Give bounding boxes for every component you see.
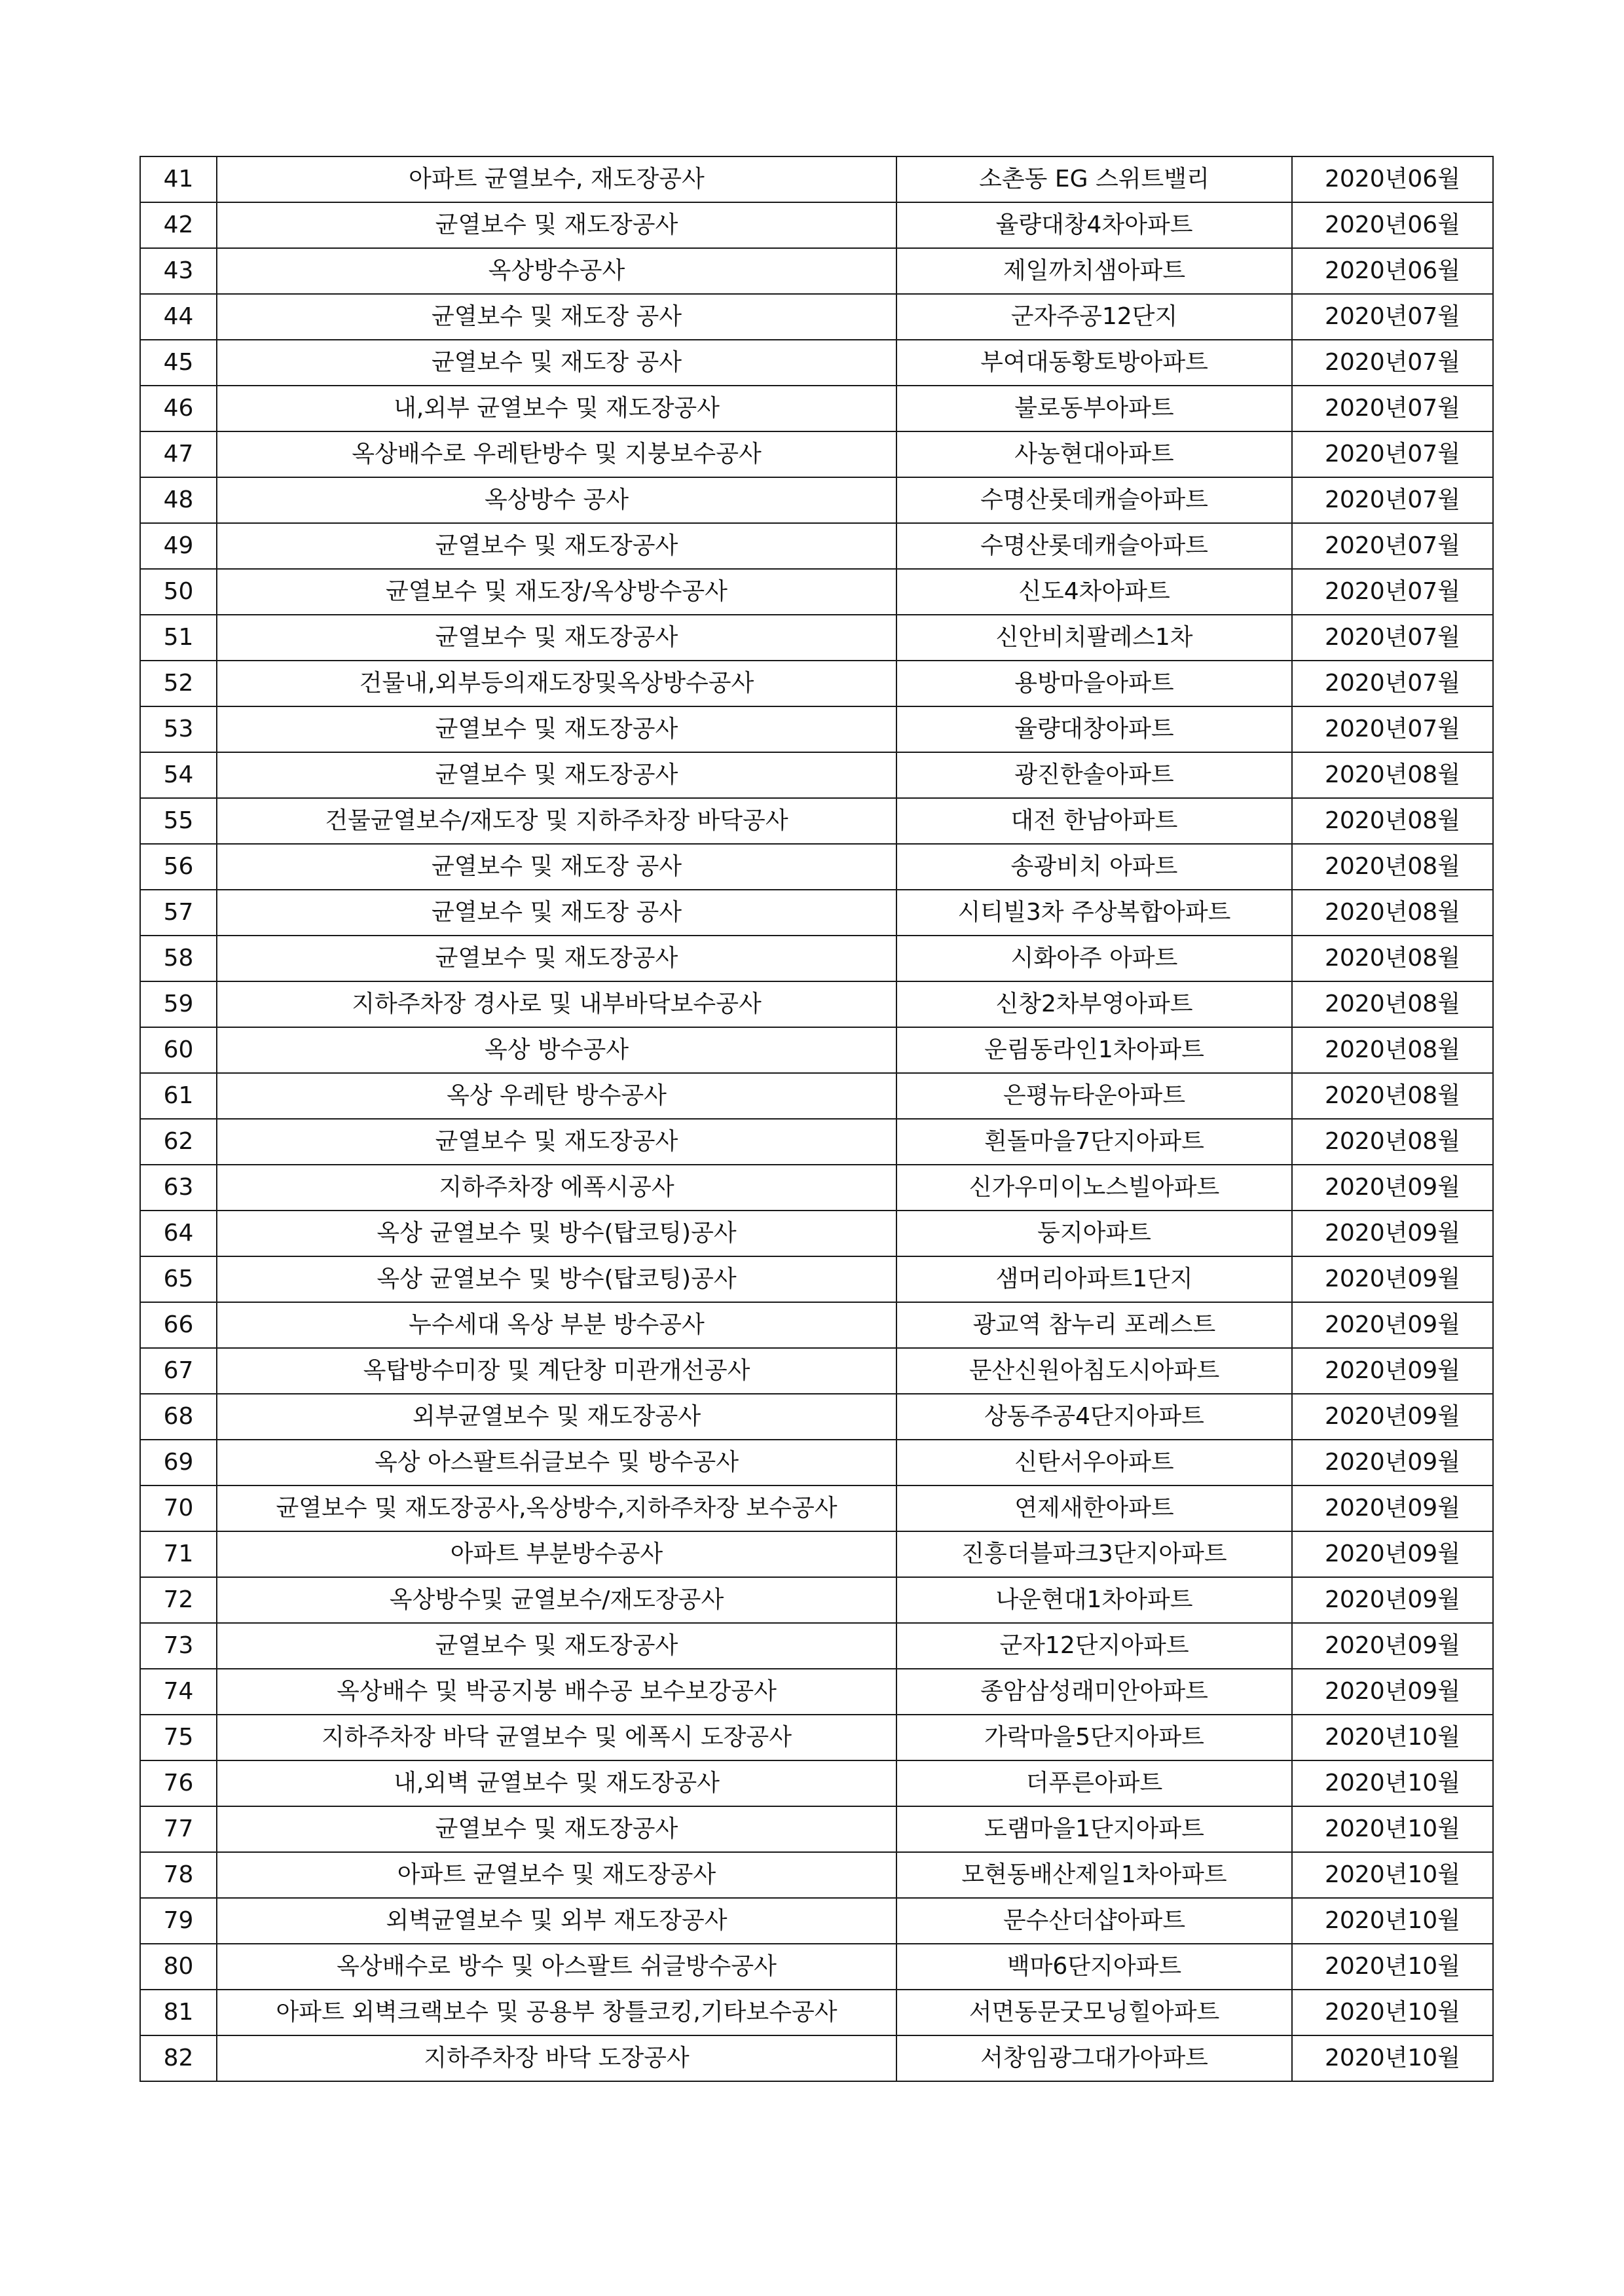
work-description-cell: 균열보수 및 재도장공사: [217, 706, 896, 752]
table-row: [140, 936, 1493, 981]
site-name-cell: 소촌동 EG 스위트밸리: [896, 156, 1292, 202]
work-description-cell: 아파트 부분방수공사: [217, 1531, 896, 1577]
row-number-cell: 57: [140, 890, 217, 936]
site-name-cell: 불로동부아파트: [896, 386, 1292, 431]
row-number-cell: 42: [140, 202, 217, 248]
site-name-cell: 도램마을1단지아파트: [896, 1806, 1292, 1852]
table-row: [140, 1256, 1493, 1302]
work-description-cell: 건물내,외부등의재도장및옥상방수공사: [217, 661, 896, 706]
site-name-cell: 진흥더블파크3단지아파트: [896, 1531, 1292, 1577]
site-name-cell: 송광비치 아파트: [896, 844, 1292, 890]
site-name-cell: 운림동라인1차아파트: [896, 1027, 1292, 1073]
completion-date-cell: 2020년10월: [1292, 1715, 1493, 1760]
table-row: [140, 1806, 1493, 1852]
table-row: [140, 386, 1493, 431]
table-row: [140, 1485, 1493, 1531]
site-name-cell: 시티빌3차 주상복합아파트: [896, 890, 1292, 936]
row-number-cell: 45: [140, 340, 217, 386]
table-row: [140, 1852, 1493, 1898]
completion-date-cell: 2020년09월: [1292, 1165, 1493, 1211]
row-number-cell: 49: [140, 523, 217, 569]
row-number-cell: 41: [140, 156, 217, 202]
site-name-cell: 연제새한아파트: [896, 1485, 1292, 1531]
row-number-cell: 63: [140, 1165, 217, 1211]
table-row: [140, 202, 1493, 248]
table-row: [140, 798, 1493, 844]
table-row: [140, 1669, 1493, 1715]
completion-date-cell: 2020년08월: [1292, 798, 1493, 844]
work-description-cell: 균열보수 및 재도장 공사: [217, 340, 896, 386]
completion-date-cell: 2020년06월: [1292, 248, 1493, 294]
row-number-cell: 71: [140, 1531, 217, 1577]
row-number-cell: 62: [140, 1119, 217, 1165]
work-description-cell: 균열보수 및 재도장공사: [217, 523, 896, 569]
completion-date-cell: 2020년10월: [1292, 1760, 1493, 1806]
table-row: [140, 248, 1493, 294]
table-row: [140, 1577, 1493, 1623]
work-description-cell: 옥상방수및 균열보수/재도장공사: [217, 1577, 896, 1623]
completion-date-cell: 2020년07월: [1292, 386, 1493, 431]
work-description-cell: 아파트 외벽크랙보수 및 공용부 창틀코킹,기타보수공사: [217, 1990, 896, 2035]
work-description-cell: 균열보수 및 재도장공사: [217, 1119, 896, 1165]
completion-date-cell: 2020년09월: [1292, 1669, 1493, 1715]
site-name-cell: 부여대동황토방아파트: [896, 340, 1292, 386]
work-description-cell: 균열보수 및 재도장 공사: [217, 890, 896, 936]
completion-date-cell: 2020년08월: [1292, 1027, 1493, 1073]
completion-date-cell: 2020년07월: [1292, 706, 1493, 752]
work-description-cell: 균열보수 및 재도장 공사: [217, 844, 896, 890]
row-number-cell: 53: [140, 706, 217, 752]
completion-date-cell: 2020년09월: [1292, 1302, 1493, 1348]
row-number-cell: 52: [140, 661, 217, 706]
row-number-cell: 76: [140, 1760, 217, 1806]
table-row: [140, 1623, 1493, 1669]
row-number-cell: 69: [140, 1440, 217, 1485]
row-number-cell: 61: [140, 1073, 217, 1119]
table-row: [140, 1027, 1493, 1073]
table-row: [140, 1898, 1493, 1944]
site-name-cell: 군자12단지아파트: [896, 1623, 1292, 1669]
site-name-cell: 율량대창아파트: [896, 706, 1292, 752]
site-name-cell: 신탄서우아파트: [896, 1440, 1292, 1485]
table-row: [140, 844, 1493, 890]
table-row: [140, 294, 1493, 340]
row-number-cell: 78: [140, 1852, 217, 1898]
completion-date-cell: 2020년07월: [1292, 569, 1493, 615]
site-name-cell: 백마6단지아파트: [896, 1944, 1292, 1990]
completion-date-cell: 2020년06월: [1292, 202, 1493, 248]
work-description-cell: 옥상 방수공사: [217, 1027, 896, 1073]
work-description-cell: 지하주차장 바닥 균열보수 및 에폭시 도장공사: [217, 1715, 896, 1760]
table-row: [140, 431, 1493, 477]
table-row: [140, 752, 1493, 798]
work-description-cell: 옥상방수 공사: [217, 477, 896, 523]
completion-date-cell: 2020년09월: [1292, 1211, 1493, 1256]
work-description-cell: 지하주차장 에폭시공사: [217, 1165, 896, 1211]
site-name-cell: 문수산더샵아파트: [896, 1898, 1292, 1944]
site-name-cell: 광진한솔아파트: [896, 752, 1292, 798]
site-name-cell: 서면동문굿모닝힐아파트: [896, 1990, 1292, 2035]
table-body: [140, 156, 1493, 2081]
site-name-cell: 제일까치샘아파트: [896, 248, 1292, 294]
site-name-cell: 시화아주 아파트: [896, 936, 1292, 981]
completion-date-cell: 2020년09월: [1292, 1623, 1493, 1669]
completion-date-cell: 2020년10월: [1292, 2035, 1493, 2081]
row-number-cell: 43: [140, 248, 217, 294]
table-row: [140, 2035, 1493, 2081]
row-number-cell: 82: [140, 2035, 217, 2081]
site-name-cell: 서창임광그대가아파트: [896, 2035, 1292, 2081]
site-name-cell: 사농현대아파트: [896, 431, 1292, 477]
site-name-cell: 군자주공12단지: [896, 294, 1292, 340]
completion-date-cell: 2020년10월: [1292, 1898, 1493, 1944]
table-row: [140, 661, 1493, 706]
row-number-cell: 75: [140, 1715, 217, 1760]
completion-date-cell: 2020년09월: [1292, 1531, 1493, 1577]
work-description-cell: 균열보수 및 재도장공사: [217, 752, 896, 798]
site-name-cell: 문산신원아침도시아파트: [896, 1348, 1292, 1394]
work-description-cell: 건물균열보수/재도장 및 지하주차장 바닥공사: [217, 798, 896, 844]
table-row: [140, 1394, 1493, 1440]
completion-date-cell: 2020년08월: [1292, 844, 1493, 890]
completion-date-cell: 2020년09월: [1292, 1348, 1493, 1394]
completion-date-cell: 2020년09월: [1292, 1394, 1493, 1440]
completion-date-cell: 2020년07월: [1292, 661, 1493, 706]
completion-date-cell: 2020년08월: [1292, 981, 1493, 1027]
work-description-cell: 균열보수 및 재도장공사: [217, 615, 896, 661]
row-number-cell: 59: [140, 981, 217, 1027]
work-description-cell: 균열보수 및 재도장공사: [217, 936, 896, 981]
work-description-cell: 지하주차장 경사로 및 내부바닥보수공사: [217, 981, 896, 1027]
site-name-cell: 더푸른아파트: [896, 1760, 1292, 1806]
row-number-cell: 66: [140, 1302, 217, 1348]
work-description-cell: 균열보수 및 재도장공사: [217, 1806, 896, 1852]
work-description-cell: 옥상 아스팔트쉬글보수 및 방수공사: [217, 1440, 896, 1485]
work-description-cell: 누수세대 옥상 부분 방수공사: [217, 1302, 896, 1348]
completion-date-cell: 2020년08월: [1292, 890, 1493, 936]
completion-date-cell: 2020년08월: [1292, 936, 1493, 981]
work-description-cell: 외부균열보수 및 재도장공사: [217, 1394, 896, 1440]
work-description-cell: 균열보수 및 재도장공사,옥상방수,지하주차장 보수공사: [217, 1485, 896, 1531]
work-description-cell: 옥상배수로 우레탄방수 및 지붕보수공사: [217, 431, 896, 477]
work-description-cell: 아파트 균열보수 및 재도장공사: [217, 1852, 896, 1898]
table-row: [140, 1302, 1493, 1348]
completion-date-cell: 2020년10월: [1292, 1944, 1493, 1990]
table-row: [140, 1073, 1493, 1119]
work-description-cell: 옥상방수공사: [217, 248, 896, 294]
site-name-cell: 신창2차부영아파트: [896, 981, 1292, 1027]
table-row: [140, 615, 1493, 661]
completion-date-cell: 2020년09월: [1292, 1485, 1493, 1531]
site-name-cell: 수명산롯데캐슬아파트: [896, 523, 1292, 569]
row-number-cell: 68: [140, 1394, 217, 1440]
table-row: [140, 1211, 1493, 1256]
table-row: [140, 477, 1493, 523]
completion-date-cell: 2020년10월: [1292, 1852, 1493, 1898]
work-description-cell: 균열보수 및 재도장 공사: [217, 294, 896, 340]
table-row: [140, 706, 1493, 752]
work-description-cell: 아파트 균열보수, 재도장공사: [217, 156, 896, 202]
row-number-cell: 60: [140, 1027, 217, 1073]
site-name-cell: 나운현대1차아파트: [896, 1577, 1292, 1623]
work-description-cell: 내,외부 균열보수 및 재도장공사: [217, 386, 896, 431]
row-number-cell: 56: [140, 844, 217, 890]
work-description-cell: 지하주차장 바닥 도장공사: [217, 2035, 896, 2081]
completion-date-cell: 2020년07월: [1292, 615, 1493, 661]
table-row: [140, 1990, 1493, 2035]
site-name-cell: 신가우미이노스빌아파트: [896, 1165, 1292, 1211]
table-row: [140, 1119, 1493, 1165]
row-number-cell: 46: [140, 386, 217, 431]
completion-date-cell: 2020년08월: [1292, 1119, 1493, 1165]
row-number-cell: 70: [140, 1485, 217, 1531]
completion-date-cell: 2020년07월: [1292, 477, 1493, 523]
table-row: [140, 981, 1493, 1027]
row-number-cell: 79: [140, 1898, 217, 1944]
site-name-cell: 용방마을아파트: [896, 661, 1292, 706]
row-number-cell: 64: [140, 1211, 217, 1256]
site-name-cell: 신도4차아파트: [896, 569, 1292, 615]
site-name-cell: 율량대창4차아파트: [896, 202, 1292, 248]
completion-date-cell: 2020년10월: [1292, 1806, 1493, 1852]
work-description-cell: 균열보수 및 재도장공사: [217, 202, 896, 248]
work-description-cell: 옥상 우레탄 방수공사: [217, 1073, 896, 1119]
site-name-cell: 은평뉴타운아파트: [896, 1073, 1292, 1119]
work-description-cell: 균열보수 및 재도장/옥상방수공사: [217, 569, 896, 615]
completion-date-cell: 2020년09월: [1292, 1256, 1493, 1302]
completion-date-cell: 2020년06월: [1292, 156, 1493, 202]
table-row: [140, 569, 1493, 615]
site-name-cell: 신안비치팔레스1차: [896, 615, 1292, 661]
work-description-cell: 옥상배수로 방수 및 아스팔트 쉬글방수공사: [217, 1944, 896, 1990]
site-name-cell: 가락마을5단지아파트: [896, 1715, 1292, 1760]
row-number-cell: 58: [140, 936, 217, 981]
table-row: [140, 1760, 1493, 1806]
table-row: [140, 1715, 1493, 1760]
completion-date-cell: 2020년09월: [1292, 1440, 1493, 1485]
table-row: [140, 340, 1493, 386]
completion-date-cell: 2020년07월: [1292, 523, 1493, 569]
row-number-cell: 44: [140, 294, 217, 340]
row-number-cell: 74: [140, 1669, 217, 1715]
row-number-cell: 67: [140, 1348, 217, 1394]
completion-date-cell: 2020년08월: [1292, 752, 1493, 798]
site-name-cell: 수명산롯데캐슬아파트: [896, 477, 1292, 523]
row-number-cell: 50: [140, 569, 217, 615]
table-row: [140, 1944, 1493, 1990]
construction-records-table: [139, 156, 1494, 2082]
row-number-cell: 80: [140, 1944, 217, 1990]
work-description-cell: 옥상배수 및 박공지붕 배수공 보수보강공사: [217, 1669, 896, 1715]
site-name-cell: 둥지아파트: [896, 1211, 1292, 1256]
work-description-cell: 내,외벽 균열보수 및 재도장공사: [217, 1760, 896, 1806]
site-name-cell: 대전 한남아파트: [896, 798, 1292, 844]
row-number-cell: 73: [140, 1623, 217, 1669]
site-name-cell: 흰돌마을7단지아파트: [896, 1119, 1292, 1165]
row-number-cell: 72: [140, 1577, 217, 1623]
row-number-cell: 65: [140, 1256, 217, 1302]
completion-date-cell: 2020년07월: [1292, 431, 1493, 477]
table-row: [140, 1440, 1493, 1485]
completion-date-cell: 2020년07월: [1292, 294, 1493, 340]
site-name-cell: 모현동배산제일1차아파트: [896, 1852, 1292, 1898]
row-number-cell: 51: [140, 615, 217, 661]
completion-date-cell: 2020년10월: [1292, 1990, 1493, 2035]
work-description-cell: 균열보수 및 재도장공사: [217, 1623, 896, 1669]
table-row: [140, 523, 1493, 569]
completion-date-cell: 2020년07월: [1292, 340, 1493, 386]
table-row: [140, 1348, 1493, 1394]
site-name-cell: 광교역 참누리 포레스트: [896, 1302, 1292, 1348]
table-row: [140, 1165, 1493, 1211]
row-number-cell: 81: [140, 1990, 217, 2035]
completion-date-cell: 2020년09월: [1292, 1577, 1493, 1623]
work-description-cell: 옥상 균열보수 및 방수(탑코팅)공사: [217, 1211, 896, 1256]
row-number-cell: 54: [140, 752, 217, 798]
site-name-cell: 종암삼성래미안아파트: [896, 1669, 1292, 1715]
site-name-cell: 샘머리아파트1단지: [896, 1256, 1292, 1302]
row-number-cell: 55: [140, 798, 217, 844]
table-row: [140, 890, 1493, 936]
row-number-cell: 77: [140, 1806, 217, 1852]
table-row: [140, 156, 1493, 202]
table-row: [140, 1531, 1493, 1577]
work-description-cell: 외벽균열보수 및 외부 재도장공사: [217, 1898, 896, 1944]
row-number-cell: 48: [140, 477, 217, 523]
site-name-cell: 상동주공4단지아파트: [896, 1394, 1292, 1440]
completion-date-cell: 2020년08월: [1292, 1073, 1493, 1119]
work-description-cell: 옥상 균열보수 및 방수(탑코팅)공사: [217, 1256, 896, 1302]
work-description-cell: 옥탑방수미장 및 계단창 미관개선공사: [217, 1348, 896, 1394]
row-number-cell: 47: [140, 431, 217, 477]
